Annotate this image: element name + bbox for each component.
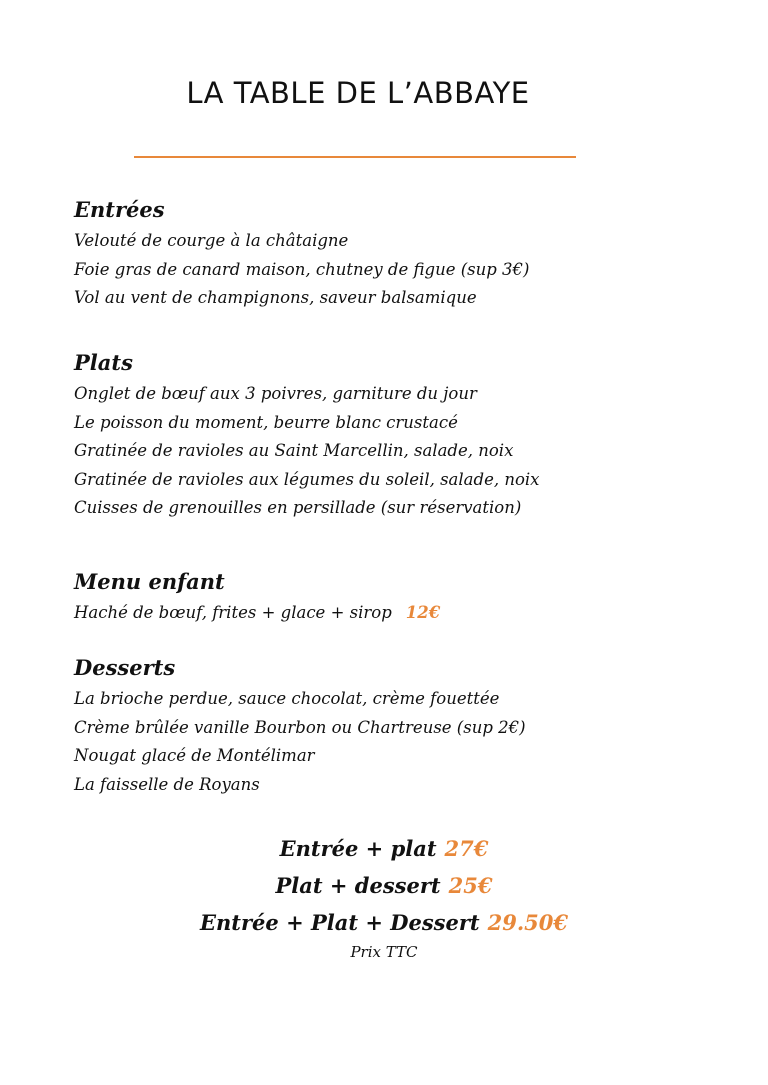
menu-item: Onglet de bœuf aux 3 poivres, garniture du jour xyxy=(74,384,477,403)
section-heading-menu-enfant: Menu enfant xyxy=(74,569,225,594)
section-plats xyxy=(74,350,539,523)
menu-item: Le poisson du moment, beurre blanc crustacé xyxy=(74,412,458,432)
formula-entree-plat-dessert xyxy=(0,904,768,941)
formulas-block xyxy=(0,830,768,963)
formula-price: 27€ xyxy=(444,836,489,861)
menu-item-label: Haché de bœuf, frites + glace + sirop xyxy=(74,603,392,622)
menu-item xyxy=(74,599,440,628)
menu-item: La faisselle de Royans xyxy=(74,774,260,794)
menu-item: Vol au vent de champignons, saveur balsamique xyxy=(74,288,477,307)
section-menu-enfant xyxy=(74,569,440,628)
formula-label: Entrée + Plat + Dessert xyxy=(200,910,480,935)
section-entrees xyxy=(74,197,529,313)
price-note: Prix TTC xyxy=(350,943,418,961)
section-desserts xyxy=(74,655,526,799)
section-heading-entrees: Entrées xyxy=(74,197,165,222)
formula-plat-dessert xyxy=(0,867,768,904)
menu-item: Crème brûlée vanille Bourbon ou Chartreuse (sup 2€) xyxy=(74,717,526,737)
formula-price: 29.50€ xyxy=(487,910,568,935)
menu-item: La brioche perdue, sauce chocolat, crème fouettée xyxy=(74,689,500,708)
formula-price: 25€ xyxy=(448,873,493,898)
formula-label: Plat + dessert xyxy=(275,873,441,898)
formula-entree-plat xyxy=(0,830,768,867)
menu-item: Foie gras de canard maison, chutney de figue (sup 3€) xyxy=(74,259,530,279)
menu-item: Velouté de courge à la châtaigne xyxy=(74,231,349,250)
menu-item: Gratinée de ravioles au Saint Marcellin, salade, noix xyxy=(74,441,514,460)
menu-item: Cuisses de grenouilles en persillade (sur réservation) xyxy=(74,498,522,517)
menu-item: Gratinée de ravioles aux légumes du soleil, salade, noix xyxy=(74,469,540,489)
menu-enfant-price: 12€ xyxy=(405,603,441,622)
formula-label: Entrée + plat xyxy=(279,836,437,861)
menu-title: LA TABLE DE L’ABBAYE xyxy=(186,76,530,110)
section-heading-desserts: Desserts xyxy=(74,655,176,680)
title-divider xyxy=(134,156,576,158)
section-heading-plats: Plats xyxy=(74,350,133,375)
menu-item: Nougat glacé de Montélimar xyxy=(74,746,315,765)
